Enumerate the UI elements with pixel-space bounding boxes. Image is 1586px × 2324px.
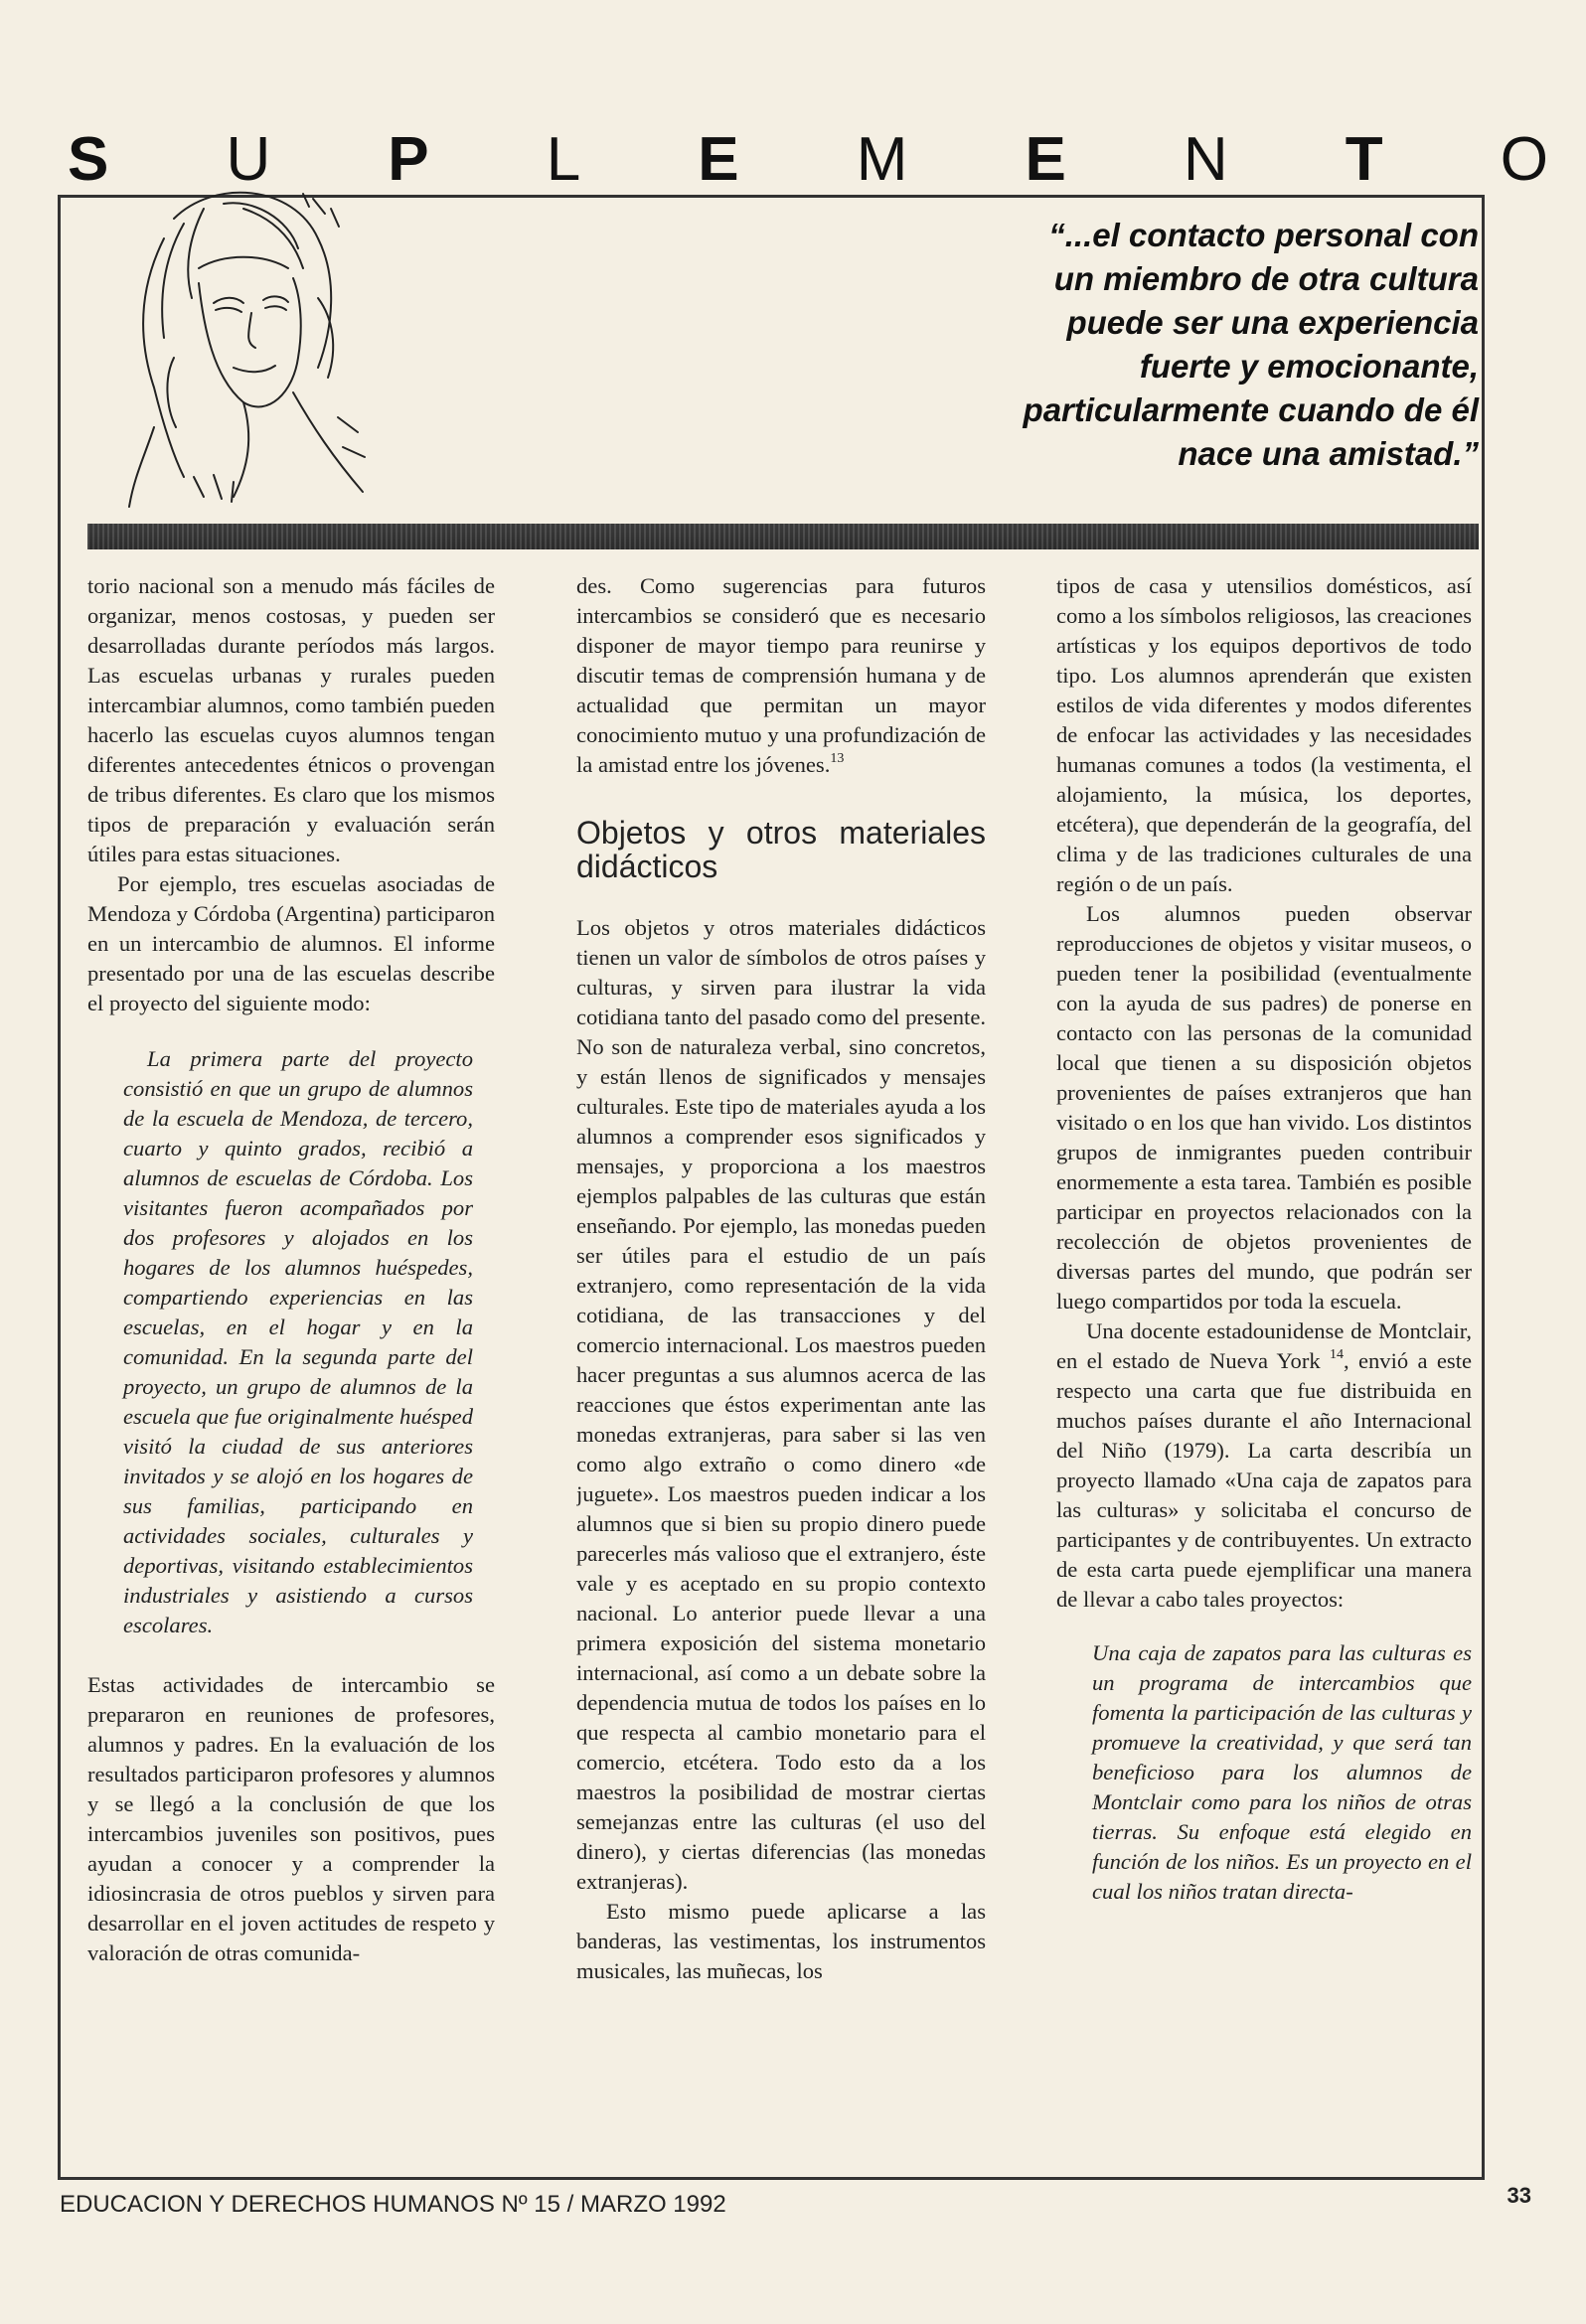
text-column-1: [87, 571, 495, 2173]
header-letter: S: [68, 125, 109, 194]
pull-quote-line: nace una amistad.”: [1178, 435, 1479, 472]
header-letter: T: [1345, 125, 1383, 194]
paragraph: Esto mismo puede aplicarse a las banderas, las vestimentas, los instrumentos musicales, las muñecas, los: [576, 1899, 986, 1983]
header-letter: N: [1183, 125, 1228, 194]
text-column-3: [1056, 571, 1472, 2173]
block-quote: [1056, 1638, 1472, 1907]
paragraph: [1056, 1317, 1472, 1615]
header-letter: U: [226, 125, 271, 194]
pull-quote-line: fuerte y emocionante,: [1139, 348, 1479, 385]
paragraph: tipos de casa y utensilios domésticos, así como a los símbolos religiosos, las creaciones artísticas y los equipos deportivos de todo tipo. Los alumnos aprenderán que existen estilos de vida diferentes y modos diferentes de enfocar las actividades y las necesidades humanas comunes a todos (la vestimenta, el alojamiento, la música, los deportes, etcétera), que dependerán de la geografía, del clima y de las tradiciones culturales de una región o de un país.: [1056, 573, 1472, 896]
pull-quote-line: “...el contacto personal con: [1048, 217, 1479, 253]
pull-quote-line: particularmente cuando de él: [1023, 391, 1479, 428]
header-letter: M: [856, 125, 908, 194]
paragraph-text: des. Como sugerencias para futuros intercambios se consideró que es necesario disponer de mayor tiempo para reunirse y discutir temas de comprensión humana y de actualidad que permitan un mayor conocimiento mutuo y una profundización de la amistad entre los jóvenes.: [576, 573, 986, 777]
paragraph-text: Una docente estadounidense de Montclair, en el estado de Nueva York: [1056, 1318, 1472, 1373]
pull-quote: [843, 214, 1479, 476]
header-letter: E: [1025, 125, 1066, 194]
paragraph: [576, 571, 986, 780]
pull-quote-line: un miembro de otra cultura: [1053, 260, 1479, 297]
block-quote: [87, 1044, 495, 1640]
header-letter: E: [698, 125, 739, 194]
paragraph-text: , envió a este respecto una carta que fue distribuida en muchos países durante el año Internacional del Niño (1979). La carta describía un proyecto llamado «Una caja de zapatos para las culturas» y solicitaba el concurso de participantes y de contribuyentes. Un extracto de esta carta puede ejemplificar una manera de llevar a cabo tales proyectos:: [1056, 1348, 1472, 1612]
divider-band: [87, 524, 1479, 549]
footer-publication: EDUCACION Y DERECHOS HUMANOS Nº 15 / MARZO 1992: [60, 2191, 726, 2218]
footnote-ref: 14: [1330, 1347, 1344, 1362]
paragraph: torio nacional son a menudo más fáciles de organizar, menos costosas, y pueden ser desarrolladas durante períodos más largos. Las escuelas urbanas y rurales pueden intercambiar alumnos, como también pueden hacerlo las escuelas cuyos alumnos tengan diferentes antecedentes étnicos o provengan de tribus diferentes. Es claro que los mismos tipos de preparación y evaluación serán útiles para estas situaciones.: [87, 573, 495, 866]
header-letter: O: [1500, 125, 1548, 194]
paragraph: Estas actividades de intercambio se prepararon en reuniones de profesores, alumnos y padres. En la evaluación de los resultados participaron profesores y alumnos y se llegó a la conclusión de que los intercambios juveniles son positivos, pues ayudan a conocer y a comprender la idiosincrasia de otros pueblos y sirven para desarrollar en el joven actitudes de respeto y valoración de otras comunida-: [87, 1672, 495, 1965]
header-letter: L: [546, 125, 581, 194]
header-letter: P: [388, 125, 429, 194]
block-quote-text: La primera parte del proyecto consistió en que un grupo de alumnos de la escuela de Mendoza, de tercero, cuarto y quinto grados, recibió a alumnos de escuelas de Córdoba. Los visitantes fueron acompañados por dos profesores y alojados en los hogares de los alumnos huéspedes, compartiendo experiencias en las escuelas, en el hogar y en la comunidad. En la segunda parte del proyecto, un grupo de alumnos de la escuela que fue originalmente huésped visitó la ciudad de sus anteriores invitados y se alojó en los hogares de sus familias, participando en actividades sociales, culturales y deportivas, visitando establecimientos industriales y asistiendo a cursos escolares.: [123, 1046, 473, 1637]
paragraph: Los alumnos pueden observar reproducciones de objetos y visitar museos, o pueden tener la posibilidad (eventualmente con la ayuda de sus padres) de ponerse en contacto con las personas de la comunidad local que tienen a su disposición objetos provenientes de países extranjeros que han visitado o en los que han vivido. Los distintos grupos de inmigrantes pueden contribuir enormemente a esta tarea. También es posible participar en proyectos relacionados con la recolección de objetos provenientes de diversas partes del mundo, que podrán ser luego compartidos por toda la escuela.: [1056, 901, 1472, 1314]
text-column-2: [576, 571, 986, 2173]
section-heading: Objetos y otros materiales didácticos: [576, 815, 986, 884]
paragraph: Por ejemplo, tres escuelas asociadas de Mendoza y Córdoba (Argentina) participaron en un intercambio de alumnos. El informe presentado por una de las escuelas describe el proyecto del siguiente modo:: [87, 871, 495, 1015]
block-quote-text: Una caja de zapatos para las culturas es un programa de intercambios que fomenta la participación de las culturas y promueve la creatividad, y que será tan beneficioso para los alumnos de Montclair como para los niños de otras tierras. Su enfoque está elegido en función de los niños. Es un proyecto en el cual los niños tratan directa-: [1092, 1640, 1472, 1904]
page-number: 33: [1507, 2183, 1531, 2208]
paragraph: Los objetos y otros materiales didácticos tienen un valor de símbolos de otros países y culturas, y sirven para ilustrar la vida cotidiana tanto del pasado como del presente. No son de naturaleza verbal, sino concretos, y están llenos de significados y mensajes culturales. Este tipo de materiales ayuda a los alumnos a comprender esos significados y mensajes, y proporciona a los maestros ejemplos palpables de las culturas que están enseñando. Por ejemplo, las monedas pueden ser útiles para el estudio de un país extranjero, como representación de la vida cotidiana, de las transacciones y del comercio internacional. Los maestros pueden hacer preguntas a sus alumnos acerca de las reacciones que éstos experimentan ante las monedas extranjeras, para saber si las ven como algo extraño o como dinero «de juguete». Los maestros pueden indicar a los alumnos que si bien su propio dinero puede parecerles más valioso que el extranjero, éste vale y es aceptado en su propio contexto nacional. Lo anterior puede llevar a una primera exposición del sistema monetario internacional, así como a un debate sobre la dependencia mutua de todos los países en lo que respecta al cambio monetario para el comercio, etcétera. Todo esto da a los maestros la posibilidad de mostrar ciertas semejanzas entre las culturas (el uso del dinero), y ciertas diferencias (las monedas extranjeras).: [576, 915, 986, 1894]
pull-quote-line: puede ser una experiencia: [1066, 304, 1479, 341]
girl-illustration: [104, 179, 393, 512]
footnote-ref: 13: [830, 751, 845, 766]
